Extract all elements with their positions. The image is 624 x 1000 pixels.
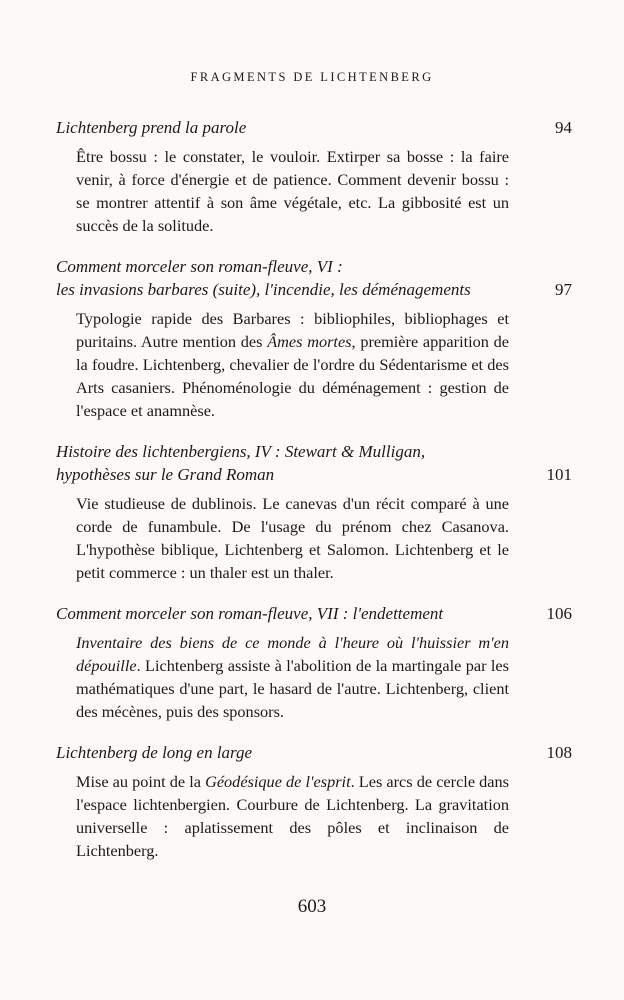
entry-page-number: 108 [546, 743, 572, 762]
entry-summary [56, 307, 509, 422]
summary-text: Vie studieuse de dublinois. Le canevas d'un récit comparé à une corde de funambule. De l'usage du prénom chez Casanova. L'hypothèse biblique, Lichtenberg et Salomon. Lichtenberg et le petit commerce : un thaler est un thaler. [76, 494, 509, 582]
summary-text: . Lichtenberg assiste à l'abolition de la martingale par les mathématiques d'une part, le hasard de l'autre. Lichtenberg, client des mécènes, puis des sponsors. [76, 656, 509, 721]
entry-title [56, 741, 572, 764]
entry-title-line: Comment morceler son roman-fleuve, VII : l'endettement [56, 604, 444, 623]
entry-page-number: 94 [555, 118, 572, 137]
running-head: FRAGMENTS DE LICHTENBERG [190, 70, 434, 84]
toc-entry [56, 741, 572, 862]
entry-title-line: Lichtenberg prend la parole [56, 118, 247, 137]
summary-text: Typologie rapide des Barbares : bibliophiles, bibliophages et puritains. Autre mention des [76, 309, 509, 351]
summary-text: Mise au point de la [76, 772, 206, 791]
entry-title [56, 116, 572, 139]
summary-italic-text: Géodésique de l'esprit [205, 772, 351, 791]
entry-title [56, 602, 572, 625]
entry-page-number: 97 [555, 280, 572, 299]
entry-summary [56, 631, 509, 723]
summary-text: , première apparition de la foudre. Lichtenberg, chevalier de l'ordre du Sédentarisme et des Arts casaniers. Phénoménologie du déménagement : gestion de l'espace et anamnèse. [76, 332, 510, 420]
entry-page-number: 106 [546, 604, 572, 623]
summary-text: . Les arcs de cercle dans l'espace lichtenbergien. Courbure de Lichtenberg. La gravitation universelle : aplatissement des pôles et inclinaison de Lichtenberg. [76, 772, 509, 860]
entry-title-line: Lichtenberg de long en large [56, 743, 253, 762]
entry-title-line: hypothèses sur le Grand Roman [56, 465, 275, 484]
entry-title-line: Comment morceler son roman-fleuve, VI : [56, 257, 343, 276]
summary-text: Être bossu : le constater, le vouloir. Extirper sa bosse : la faire venir, à force d'énergie et de patience. Comment devenir bossu : se montrer attentif à son âme végétale, etc. La gibbosité est un succès de la solitude. [76, 147, 509, 235]
summary-italic-text: Âmes mortes [267, 332, 352, 351]
entry-title [56, 440, 572, 486]
toc-entry [56, 255, 572, 422]
entry-summary [56, 145, 509, 237]
summary-italic-text: Inventaire des biens de ce monde à l'heure où l'huissier m'en dépouille [76, 633, 509, 675]
entry-title-line: les invasions barbares (suite), l'incendie, les déménagements [56, 280, 471, 299]
entry-summary [56, 770, 509, 862]
table-of-contents [56, 116, 572, 880]
toc-entry [56, 602, 572, 723]
toc-entry [56, 440, 572, 584]
entry-title-line: Histoire des lichtenbergiens, IV : Stewart & Mulligan, [56, 442, 426, 461]
entry-page-number: 101 [546, 465, 572, 484]
toc-entry [56, 116, 572, 237]
page-number: 603 [297, 896, 327, 917]
entry-title [56, 255, 572, 301]
entry-summary [56, 492, 509, 584]
